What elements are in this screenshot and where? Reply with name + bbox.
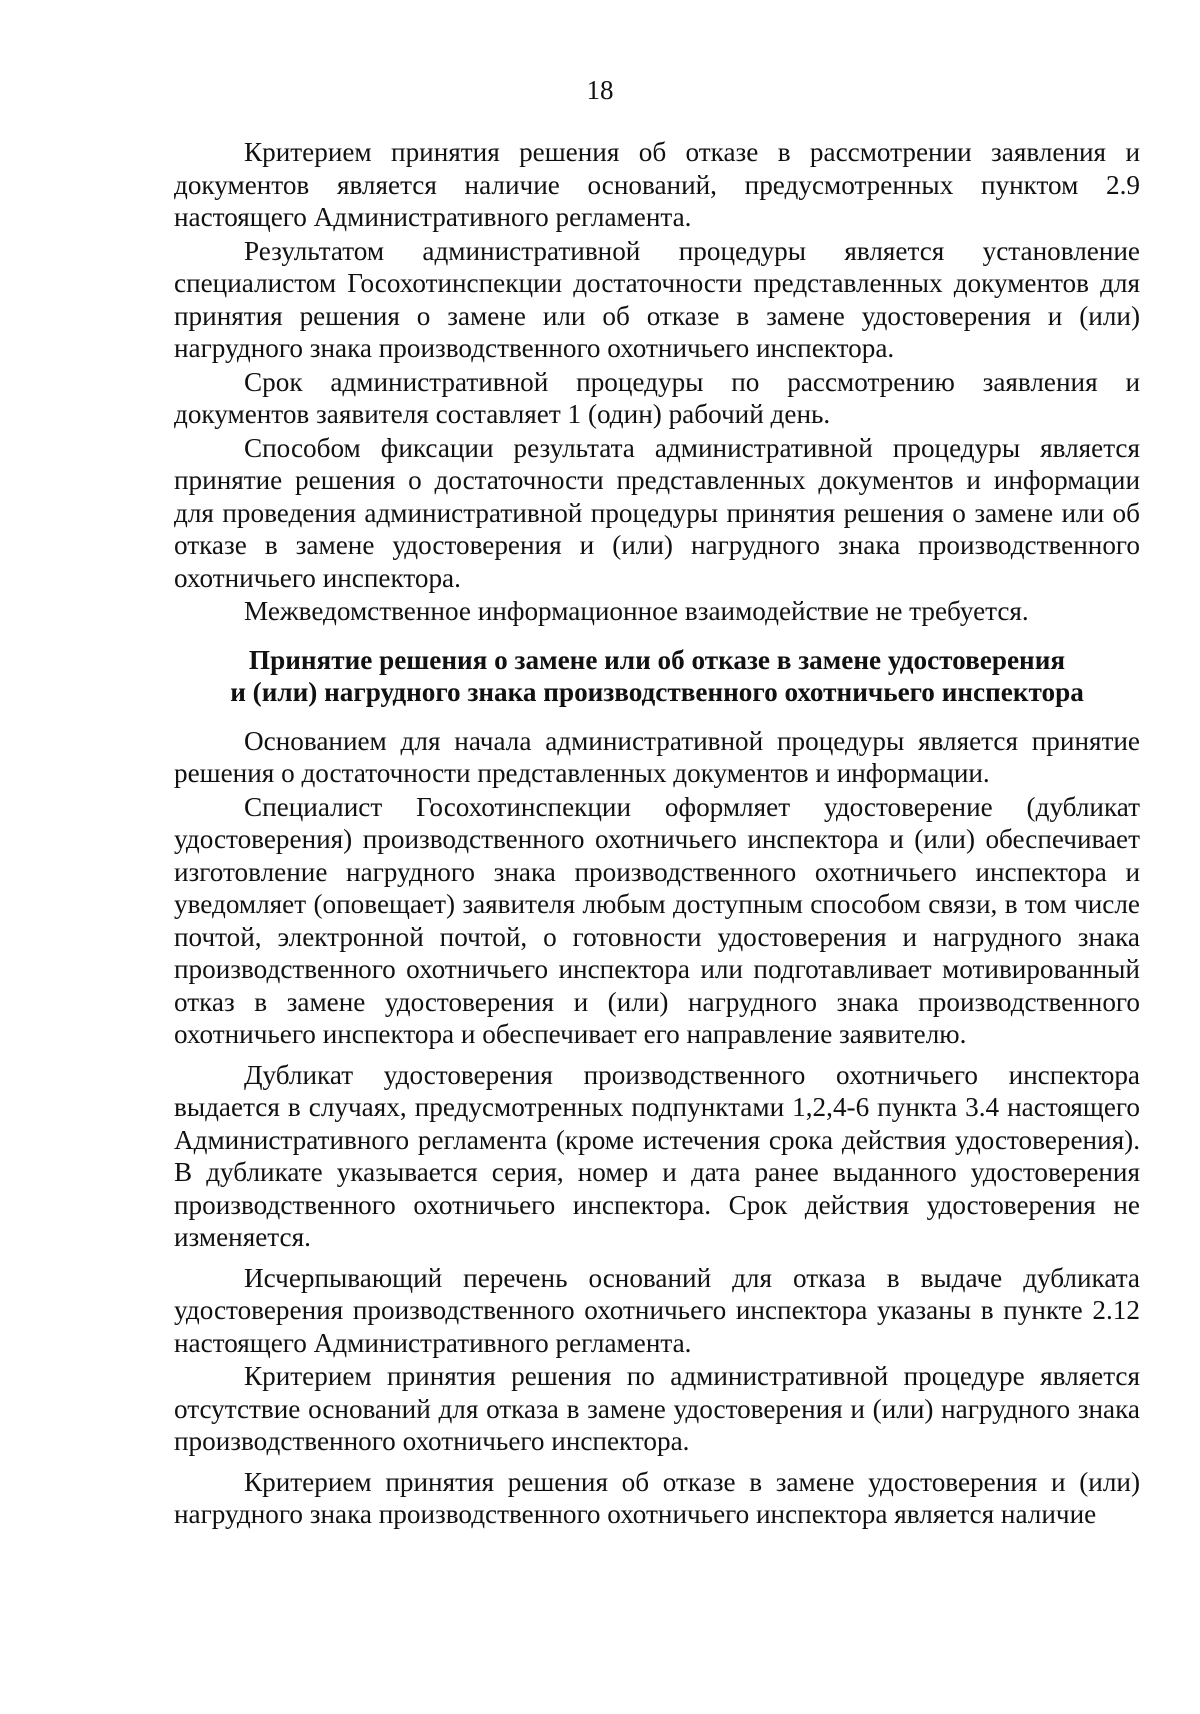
paragraph-specialist-actions: Специалист Госохотинспекции оформляет удостоверение (дубликат удостоверения) производственного охотничьего инспектора и (или) обеспечивает изготовление нагрудного знака производственного охотничьего инспектора и уведомляет (оповещает) заявителя любым доступным способом связи, в том числе почтой, электронной почтой, о готовности удостоверения и нагрудного знака производственного охотничьего инспектора или подготавливает мотивированный отказ в замене удостоверения и (или) нагрудного знака производственного охотничьего инспектора и обеспечивает его направление заявителю. <box>174 791 1140 1049</box>
paragraph-procedure-basis: Основанием для начала административной процедуры является принятие решения о достаточности представленных документов и информации. <box>174 725 1140 788</box>
document-body <box>174 136 1140 1532</box>
section-heading-line-2: и (или) нагрудного знака производственного охотничьего инспектора <box>230 677 1084 707</box>
paragraph-fixation-method: Способом фиксации результата административной процедуры является принятие решения о достаточности представленных документов и информации для проведения административной процедуры принятия решения о замене или об отказе в замене удостоверения и (или) нагрудного знака производственного охотничьего инспектора. <box>174 432 1140 593</box>
page-number: 18 <box>586 75 614 105</box>
paragraph-rejection-criterion: Критерием принятия решения об отказе в рассмотрении заявления и документов является наличие оснований, предусмотренных пунктом 2.9 настоящего Административного регламента. <box>174 137 1140 232</box>
paragraph-procedure-term: Срок административной процедуры по рассмотрению заявления и документов заявителя составляет 1 (один) рабочий день. <box>174 366 1140 429</box>
section-heading-line-1: Принятие решения о замене или об отказе в замене удостоверения <box>248 644 1066 675</box>
paragraph-procedure-result: Результатом административной процедуры является установление специалистом Госохотинспекции достаточности представленных документов для принятия решения о замене или об отказе в замене удостоверения и (или) нагрудного знака производственного охотничьего инспектора. <box>174 235 1140 363</box>
paragraph-decision-criterion: Критерием принятия решения по административной процедуре является отсутствие оснований для отказа в замене удостоверения и (или) нагрудного знака производственного охотничьего инспектора. <box>174 1361 1140 1456</box>
paragraph-refusal-grounds-list: Исчерпывающий перечень оснований для отказа в выдаче дубликата удостоверения производственного охотничьего инспектора указаны в пункте 2.12 настоящего Административного регламента. <box>174 1262 1140 1358</box>
paragraph-duplicate-issuance: Дубликат удостоверения производственного охотничьего инспектора выдается в случаях, предусмотренных подпунктами 1,2,4-6 пункта 3.4 настоящего Административного регламента (кроме истечения срока действия удостоверения). В дубликате указывается серия, номер и дата ранее выданного удостоверения производственного охотничьего инспектора. Срок действия удостоверения не изменяется. <box>174 1059 1140 1252</box>
paragraph-refusal-criterion: Критерием принятия решения об отказе в замене удостоверения и (или) нагрудного знака производственного охотничьего инспектора является наличие <box>174 1466 1140 1529</box>
section-heading <box>174 644 1140 709</box>
paragraph-interagency-interaction: Межведомственное информационное взаимодействие не требуется. <box>244 596 1029 626</box>
